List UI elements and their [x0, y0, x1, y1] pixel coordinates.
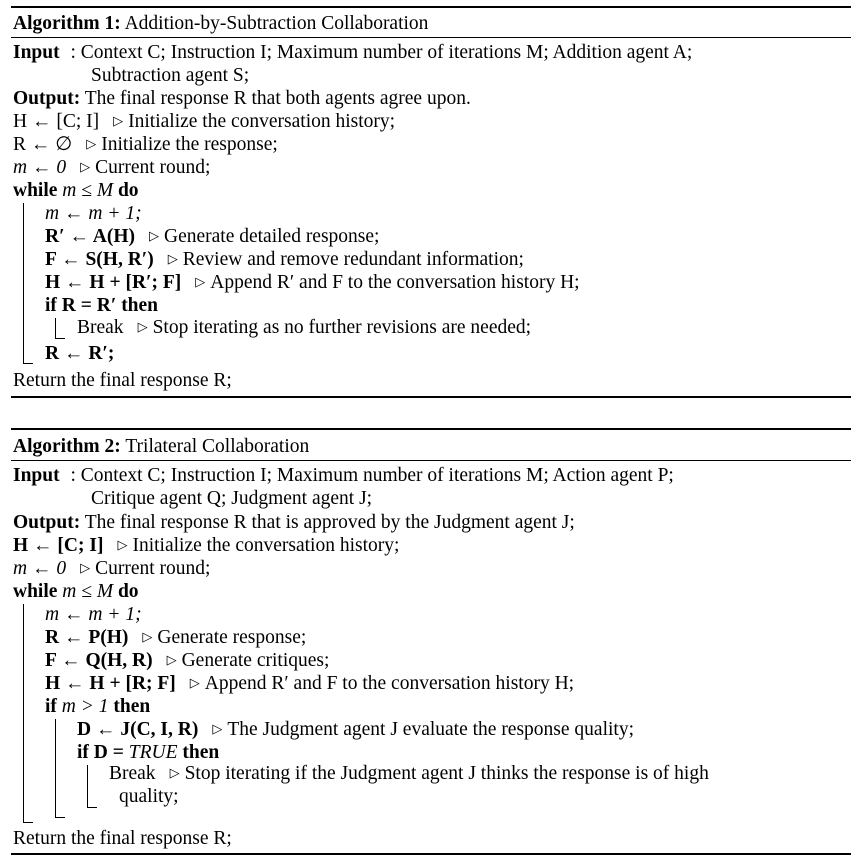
m-inc-line: m ← m + 1; — [45, 203, 142, 224]
while-body-foot — [23, 363, 33, 364]
comment-triangle-icon: ▷ — [166, 652, 177, 667]
r-init-line: R ← ∅ ▷ Initialize the response; — [13, 134, 278, 155]
f-assign-line: F ← S(H, R′) ▷ Review and remove redundant information; — [45, 249, 524, 270]
input-line: Input : Context C; Instruction I; Maximum number of iterations M; Action agent P; — [13, 465, 674, 486]
f-assign-line: F ← Q(H, R) ▷ Generate critiques; — [45, 650, 330, 671]
m-init-line: m ← 0 ▷ Current round; — [13, 157, 211, 178]
r-update-line: R ← R′; — [45, 343, 115, 364]
comment-triangle-icon: ▷ — [137, 319, 148, 334]
comment-triangle-icon: ▷ — [113, 113, 124, 128]
if-body-bar — [55, 719, 56, 817]
if2-body-foot — [87, 807, 97, 808]
m-inc-line: m ← m + 1; — [45, 604, 142, 625]
if2-body-bar — [87, 765, 88, 807]
output-line: Output: The final response R that is approved by the Judgment agent J; — [13, 512, 575, 533]
algorithm-2 — [11, 428, 851, 867]
top-rule — [11, 6, 851, 8]
comment-triangle-icon: ▷ — [86, 136, 97, 151]
comment-triangle-icon: ▷ — [142, 629, 153, 644]
comment-triangle-icon: ▷ — [80, 560, 91, 575]
h-init-line: H ← [C; I] ▷ Initialize the conversation history; — [13, 535, 400, 556]
if-line: if m > 1 then — [45, 696, 151, 717]
if-body-foot — [55, 817, 65, 818]
r-prime-line: R′ ← A(H) ▷ Generate detailed response; — [45, 226, 380, 247]
while-body-foot — [23, 822, 33, 823]
comment-triangle-icon: ▷ — [80, 159, 91, 174]
if-line: if R = R′ then — [45, 295, 159, 316]
output-line: Output: The final response R that both agents agree upon. — [13, 88, 471, 109]
top-rule — [11, 428, 851, 430]
input-line-cont: Subtraction agent S; — [91, 65, 250, 86]
comment-triangle-icon: ▷ — [169, 765, 180, 780]
m-init-line: m ← 0 ▷ Current round; — [13, 558, 211, 579]
if-body-foot — [55, 338, 65, 339]
break-line: Break ▷ Stop iterating as no further revisions are needed; — [77, 317, 532, 338]
h-append-line: H ← H + [R; F] ▷ Append R′ and F to the conversation history H; — [45, 673, 575, 694]
comment-triangle-icon: ▷ — [212, 721, 223, 736]
comment-triangle-icon: ▷ — [148, 228, 159, 243]
return-line: Return the final response R; — [13, 828, 232, 849]
algorithm-caption: Algorithm 1: Addition-by-Subtraction Collaboration — [13, 13, 429, 34]
input-line-cont: Critique agent Q; Judgment agent J; — [91, 488, 373, 509]
algorithm-1 — [11, 0, 851, 400]
caption-rule — [11, 37, 851, 38]
input-line: Input : Context C; Instruction I; Maximum number of iterations M; Addition agent A; — [13, 42, 693, 63]
if-body-bar — [55, 318, 56, 338]
d-assign-line: D ← J(C, I, R) ▷ The Judgment agent J evaluate the response quality; — [77, 719, 635, 740]
h-init-line: H ← [C; I] ▷ Initialize the conversation history; — [13, 111, 396, 132]
while-line: while m ≤ M do — [13, 180, 139, 201]
bottom-rule — [11, 853, 851, 855]
if2-line: if D = TRUE then — [77, 742, 220, 763]
break-line: Break ▷ Stop iterating if the Judgment agent J thinks the response is of high — [109, 763, 709, 784]
break-line-cont: quality; — [119, 786, 179, 807]
r-assign-line: R ← P(H) ▷ Generate response; — [45, 627, 307, 648]
h-append-line: H ← H + [R′; F] ▷ Append R′ and F to the conversation history H; — [45, 272, 580, 293]
return-line: Return the final response R; — [13, 370, 232, 391]
caption-rule — [11, 460, 851, 461]
while-body-bar — [23, 203, 24, 363]
while-line: while m ≤ M do — [13, 581, 139, 602]
comment-triangle-icon: ▷ — [189, 675, 200, 690]
while-body-bar — [23, 604, 24, 822]
algorithm-caption: Algorithm 2: Trilateral Collaboration — [13, 436, 310, 457]
comment-triangle-icon: ▷ — [167, 251, 178, 266]
bottom-rule — [11, 396, 851, 398]
comment-triangle-icon: ▷ — [195, 274, 206, 289]
comment-triangle-icon: ▷ — [117, 537, 128, 552]
